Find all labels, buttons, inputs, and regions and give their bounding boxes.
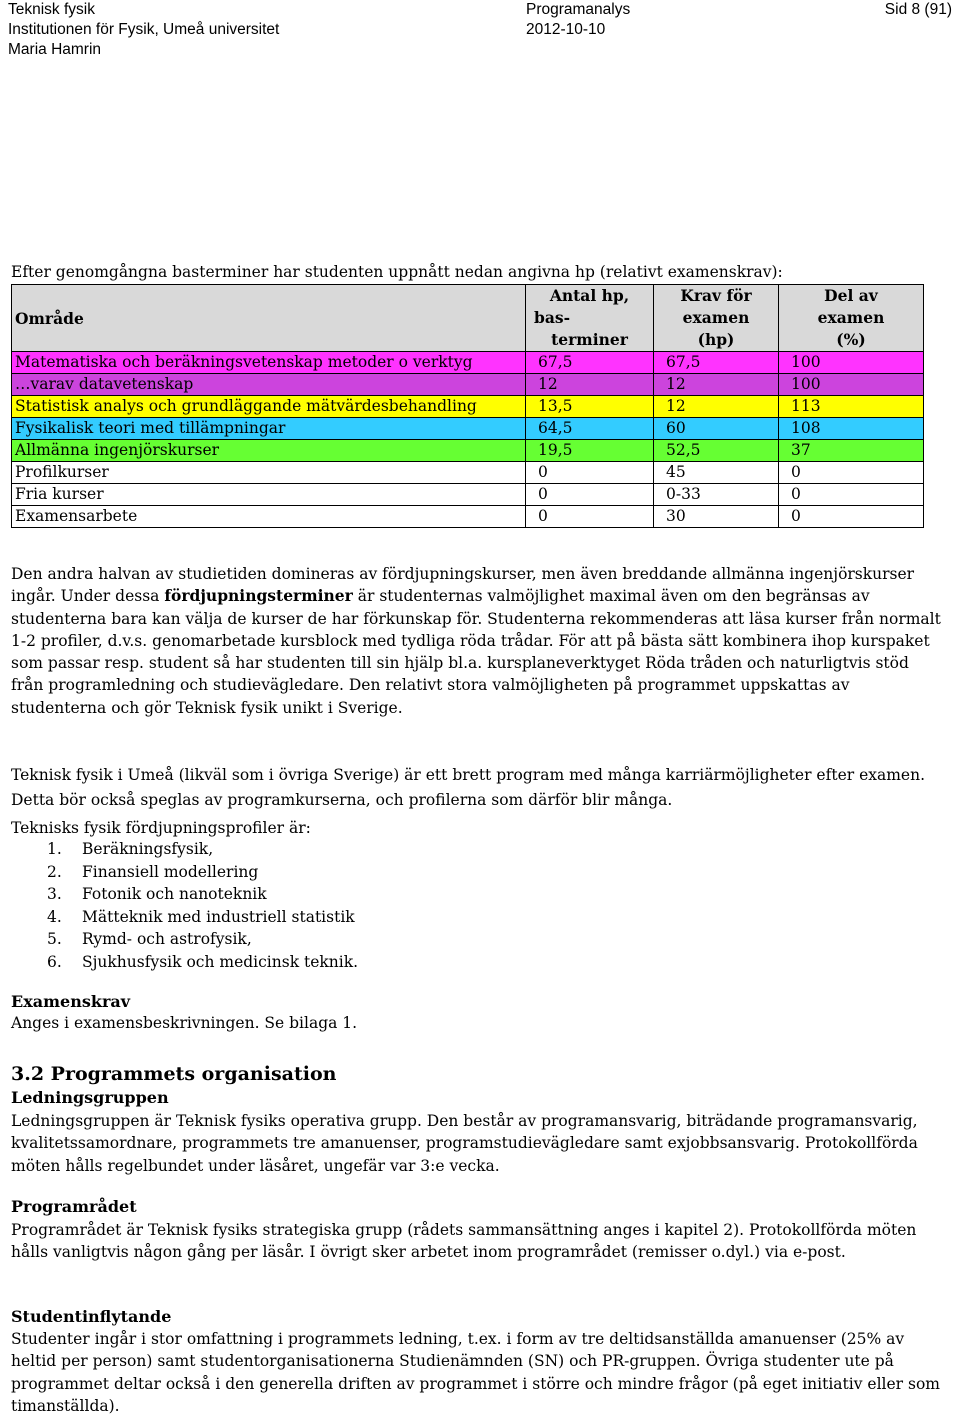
header-program: Teknisk fysik: [8, 1, 95, 18]
col-header-krav: Krav för examen (hp): [654, 285, 779, 352]
header-date: 2012-10-10: [526, 21, 606, 38]
list-item: [11, 906, 358, 929]
table-body: [12, 352, 924, 528]
table-row: [12, 506, 924, 528]
p1-text-c: är studenternas valmöjlighet maximal även om den begränsas av studenterna bara kan välja de kurser de har förkunskap för. Studenterna rekommenderas att läsa kurser från normalt 1-2 profiler, d.v.s. genomarbetade kursblock med tydliga röda trådar. För att på bästa sätt kombinera ihop kurspaket som passar resp. student så har studenten till sin hjälp bl.a. kursplaneverktyget Röda tråden och naturligtvis stöd från programledning och studievägledare. Den relativt stora valmöjligheten på programmet uppskattas av studenterna och gör Teknisk fysik unikt i Sverige.: [11, 587, 941, 717]
cell-hp: 12: [526, 374, 654, 396]
table-row: [12, 374, 924, 396]
cell-krav: 60: [654, 418, 779, 440]
cell-hp: 19,5: [526, 440, 654, 462]
cell-krav: 12: [654, 396, 779, 418]
p1-text-a: Den andra halvan av studietiden domineras av fördjupningskurser, men även breddande allmänna ingenjörskurser ingår. Under dessa: [11, 565, 915, 606]
cell-area: Examensarbete: [12, 506, 526, 528]
cell-hp: 0: [526, 506, 654, 528]
cell-hp: 13,5: [526, 396, 654, 418]
cell-del: 108: [779, 418, 924, 440]
paragraph-career: Teknisk fysik i Umeå (likväl som i övriga Sverige) är ett brett program med många karriärmöjligheter efter examen. Detta bör också speglas av programkurserna, och profilerna som därför blir många.: [11, 766, 926, 809]
table-header-row: [12, 285, 924, 352]
list-item: [11, 928, 358, 951]
cell-area: Fysikalisk teori med tillämpningar: [12, 418, 526, 440]
table-row: [12, 484, 924, 506]
header-institution: Institutionen för Fysik, Umeå universitet: [8, 21, 280, 38]
cell-del: 0: [779, 462, 924, 484]
cell-krav: 12: [654, 374, 779, 396]
cell-del: 37: [779, 440, 924, 462]
p1-bold-term: fördjupningsterminer: [164, 586, 353, 606]
header-left: [8, 0, 279, 60]
cell-hp: 0: [526, 462, 654, 484]
text-programradet: Programrådet är Teknisk fysiks strategiska grupp (rådets sammansättning anges i kapitel 2). Protokollförda möten hålls vanligtvis någon gång per läsår. I övrigt sker arbetet inom programrådet (remisser o.dyl.) via e-post.: [11, 1221, 917, 1262]
list-item: [11, 951, 358, 974]
col-header-area: Område: [12, 285, 526, 352]
cell-area: Statistisk analys och grundläggande mätvärdesbehandling: [12, 396, 526, 418]
list-item-number: 3.: [47, 885, 62, 903]
cell-area: Allmänna ingenjörskurser: [12, 440, 526, 462]
table-intro: Efter genomgångna basterminer har studenten uppnått nedan angivna hp (relativt examenskrav):: [11, 263, 783, 281]
text-studentinflytande: Studenter ingår i stor omfattning i programmets ledning, t.ex. i form av tre deltidsanställda amanuenser (25% av heltid per person) samt studentorganisationerna Studienämnden (SN) och PR-gruppen. Övriga studenter ute på programmet deltar också i den generella driften av programmet i större och mindre frågor (på eget initiativ eller som timanställda).: [11, 1330, 940, 1415]
header-doc-title: Programanalys: [526, 1, 631, 18]
list-item-text: Sjukhusfysik och medicinsk teknik.: [82, 952, 359, 971]
cell-krav: 45: [654, 462, 779, 484]
cell-krav: 30: [654, 506, 779, 528]
table-row: [12, 396, 924, 418]
text-ledningsgruppen: Ledningsgruppen är Teknisk fysiks operativa grupp. Den består av programansvarig, biträdande programansvarig, kvalitetssamordnare, programmets tre amanuenser, programstudievägledare samt exjobbsansvarig. Protokollförda möten hålls regelbundet under läsåret, ungefär var 3:e vecka.: [11, 1112, 918, 1175]
cell-area: …varav datavetenskap: [12, 374, 526, 396]
table-row: [12, 352, 924, 374]
list-item: [11, 838, 358, 861]
list-item-number: 2.: [47, 862, 62, 881]
cell-del: 100: [779, 374, 924, 396]
section-heading: 3.2 Programmets organisation: [11, 1063, 337, 1085]
heading-studentinflytande: Studentinflytande: [11, 1307, 172, 1326]
header-author: Maria Hamrin: [8, 41, 102, 58]
summary-table: [11, 284, 924, 528]
col-header-del: Del av examen (%): [779, 285, 924, 352]
list-item-text: Finansiell modellering: [82, 862, 259, 881]
list-item-text: Rymd- och astrofysik,: [82, 930, 252, 948]
cell-del: 100: [779, 352, 924, 374]
cell-area: Profilkurser: [12, 462, 526, 484]
cell-hp: 64,5: [526, 418, 654, 440]
cell-del: 113: [779, 396, 924, 418]
list-item-text: Fotonik och nanoteknik: [82, 885, 267, 903]
table-row: [12, 462, 924, 484]
page-header: [8, 0, 952, 62]
cell-area: Fria kurser: [12, 484, 526, 506]
cell-krav: 67,5: [654, 352, 779, 374]
heading-programradet: Programrådet: [11, 1197, 137, 1216]
list-item-text: Mätteknik med industriell statistik: [82, 907, 355, 926]
heading-examenskrav: Examenskrav: [11, 992, 131, 1011]
col-header-hp: Antal hp, bas- terminer: [526, 285, 654, 352]
list-item-number: 5.: [47, 930, 62, 948]
paragraph-specialization: [11, 563, 946, 719]
header-center: [526, 0, 630, 40]
table-row: [12, 418, 924, 440]
heading-ledningsgruppen: Ledningsgruppen: [11, 1088, 169, 1107]
list-item: [11, 883, 358, 906]
profiles-intro: Teknisks fysik fördjupningsprofiler är:: [11, 819, 311, 837]
table-row: [12, 440, 924, 462]
list-item-number: 4.: [47, 907, 62, 926]
list-item-number: 6.: [47, 952, 62, 971]
text-examenskrav: Anges i examensbeskrivningen. Se bilaga 1.: [11, 1014, 358, 1032]
profiles-list: [11, 838, 358, 973]
cell-del: 0: [779, 484, 924, 506]
list-item-text: Beräkningsfysik,: [82, 840, 214, 858]
cell-krav: 52,5: [654, 440, 779, 462]
page-number: Sid 8 (91): [884, 1, 952, 18]
cell-hp: 0: [526, 484, 654, 506]
list-item-number: 1.: [47, 840, 62, 858]
cell-del: 0: [779, 506, 924, 528]
cell-area: Matematiska och beräkningsvetenskap metoder o verktyg: [12, 352, 526, 374]
cell-krav: 0-33: [654, 484, 779, 506]
list-item: [11, 861, 358, 884]
cell-hp: 67,5: [526, 352, 654, 374]
